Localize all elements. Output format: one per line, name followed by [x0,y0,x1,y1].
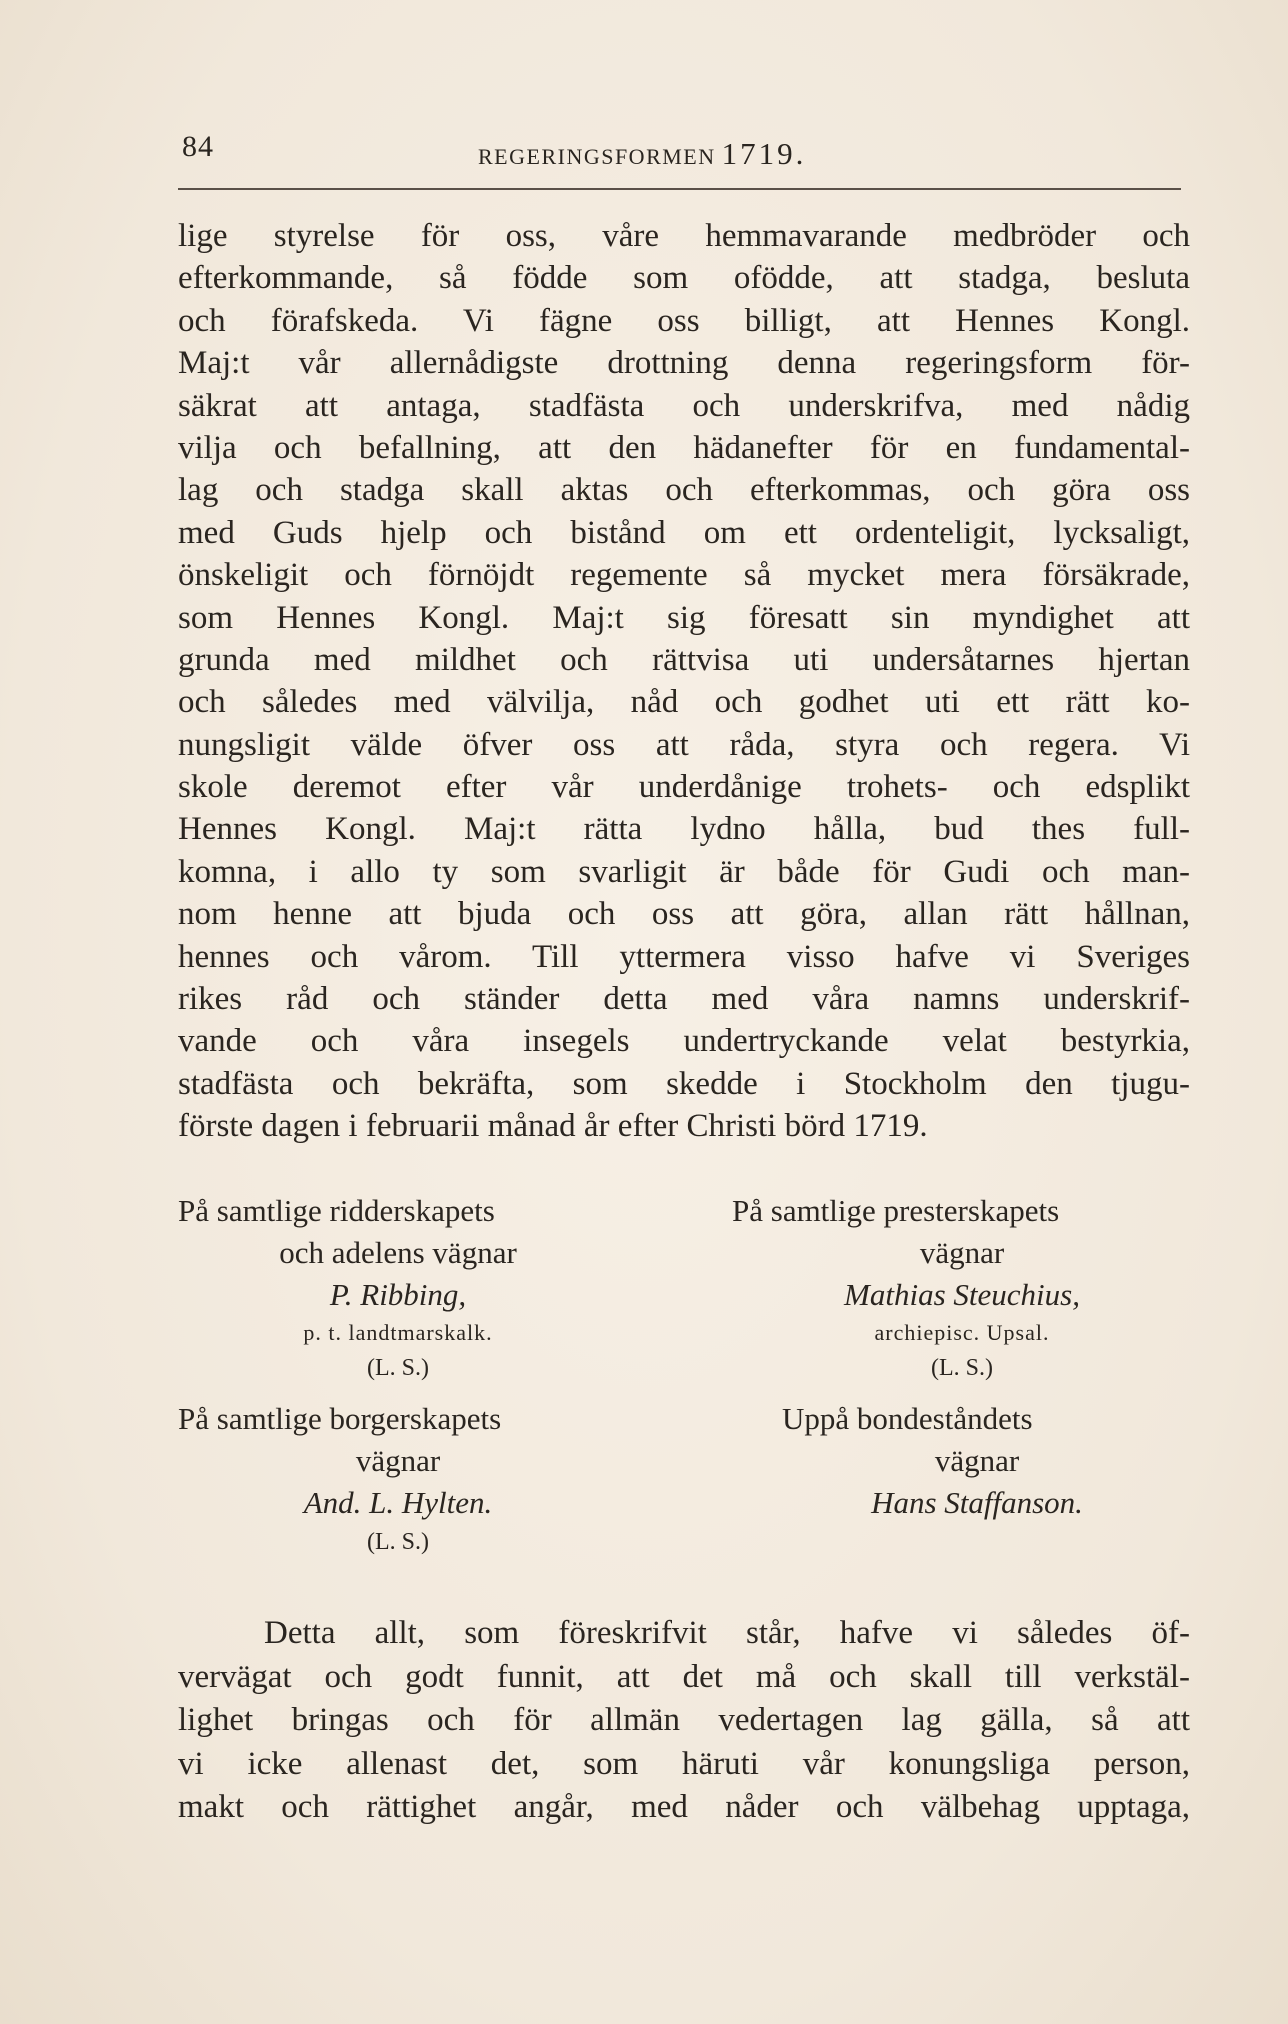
text-line: lag och stadga skall aktas och efterkommas, och göra oss [178,472,1190,509]
signatory-name: Hans Staffanson. [871,1485,1083,1520]
signatory-name: Mathias Steuchius, [844,1277,1080,1312]
signature-heading: På samtlige ridderskapets [178,1193,495,1228]
running-title [478,136,806,172]
signature-heading-cont: och adelens vägnar [279,1235,517,1270]
main-paragraph [178,215,1190,1148]
text-line: makt och rättighet angår, med nåder och välbehag upptaga, [178,1789,1190,1825]
text-line: skole deremot efter vår underdånige trohets- och edsplikt [178,769,1190,806]
text-line: och förafskeda. Vi fägne oss billigt, att Hennes Kongl. [178,302,1190,339]
signatory-title: p. t. landtmarskalk. [303,1320,493,1345]
signature-presterskap [732,1190,1192,1386]
signature-heading: På samtlige borgerskapets [178,1401,502,1436]
text-line: komna, i allo ty som svarligit är både för Gudi och man- [178,853,1190,890]
signature-borgerskap [178,1398,618,1560]
signature-heading: Uppå bondeståndets [782,1401,1033,1436]
page-number: 84 [182,130,214,163]
text-line: önskeligit och förnöjdt regemente så mycket mera försäkrade, [178,557,1190,594]
signatory-name: P. Ribbing, [329,1277,467,1312]
running-title-text: REGERINGSFORMEN [478,144,716,169]
text-line: vilja och befallning, att den hädanefter för en fundamental- [178,429,1190,466]
signature-heading-cont: vägnar [355,1443,441,1478]
signatory-name: And. L. Hylten. [303,1485,493,1520]
text-line: grunda med mildhet och rättvisa uti undersåtarnes hjertan [178,641,1190,678]
running-title-year: 1719. [721,136,807,171]
text-line: lighet bringas och för allmän vedertagen lag gälla, så att [178,1702,1190,1738]
seal-mark: (L. S.) [367,1355,429,1381]
text-line: rikes råd och ständer detta med våra namns underskrif- [178,981,1190,1018]
signature-heading-cont: vägnar [934,1443,1020,1478]
signature-heading: På samtlige presterskapets [732,1193,1060,1228]
text-line: vande och våra insegels undertryckande velat bestyrkia, [178,1023,1190,1060]
text-line: och således med välvilja, nåd och godhet uti ett rätt ko- [178,684,1190,721]
signatory-title: archiepisc. Upsal. [874,1320,1050,1345]
text-line: med Guds hjelp och bistånd om ett ordenteligit, lycksaligt, [178,514,1190,551]
text-line: Detta allt, som föreskrifvit står, hafve vi således öf- [264,1615,1190,1651]
text-line: Maj:t vår allernådigste drottning denna regeringsform för- [178,345,1190,382]
text-line: vi icke allenast det, som häruti vår konungsliga person, [178,1745,1190,1782]
signature-heading-cont: vägnar [919,1235,1005,1270]
header-rule [178,188,1181,190]
signature-ridderskap [178,1190,618,1386]
seal-mark: (L. S.) [367,1529,429,1555]
text-line: förste dagen i februarii månad år efter Christi börd 1719. [178,1108,928,1145]
text-line: stadfästa och bekräfta, som skedde i Stockholm den tjugu- [178,1065,1190,1102]
running-header [178,128,1178,171]
text-line: nungsligit välde öfver oss att råda, styra och regera. Vi [178,726,1190,763]
signature-bondestand [782,1398,1172,1524]
text-line: nom henne att bjuda och oss att göra, allan rätt hållnan, [178,896,1190,933]
text-line: vervägat och godt funnit, att det må och skall till verkstäl- [178,1658,1190,1695]
text-line: hennes och vårom. Till yttermera visso hafve vi Sveriges [178,938,1190,975]
text-line: Hennes Kongl. Maj:t rätta lydno hålla, bud thes full- [178,811,1190,848]
closing-paragraph [178,1612,1190,1830]
seal-mark: (L. S.) [931,1355,993,1381]
text-line: säkrat att antaga, stadfästa och underskrifva, med nådig [178,387,1190,424]
text-line: som Hennes Kongl. Maj:t sig föresatt sin myndighet att [178,599,1190,636]
text-line: efterkommande, så födde som ofödde, att stadga, besluta [178,260,1190,297]
text-line: lige styrelse för oss, våre hemmavarande medbröder och [178,218,1190,254]
